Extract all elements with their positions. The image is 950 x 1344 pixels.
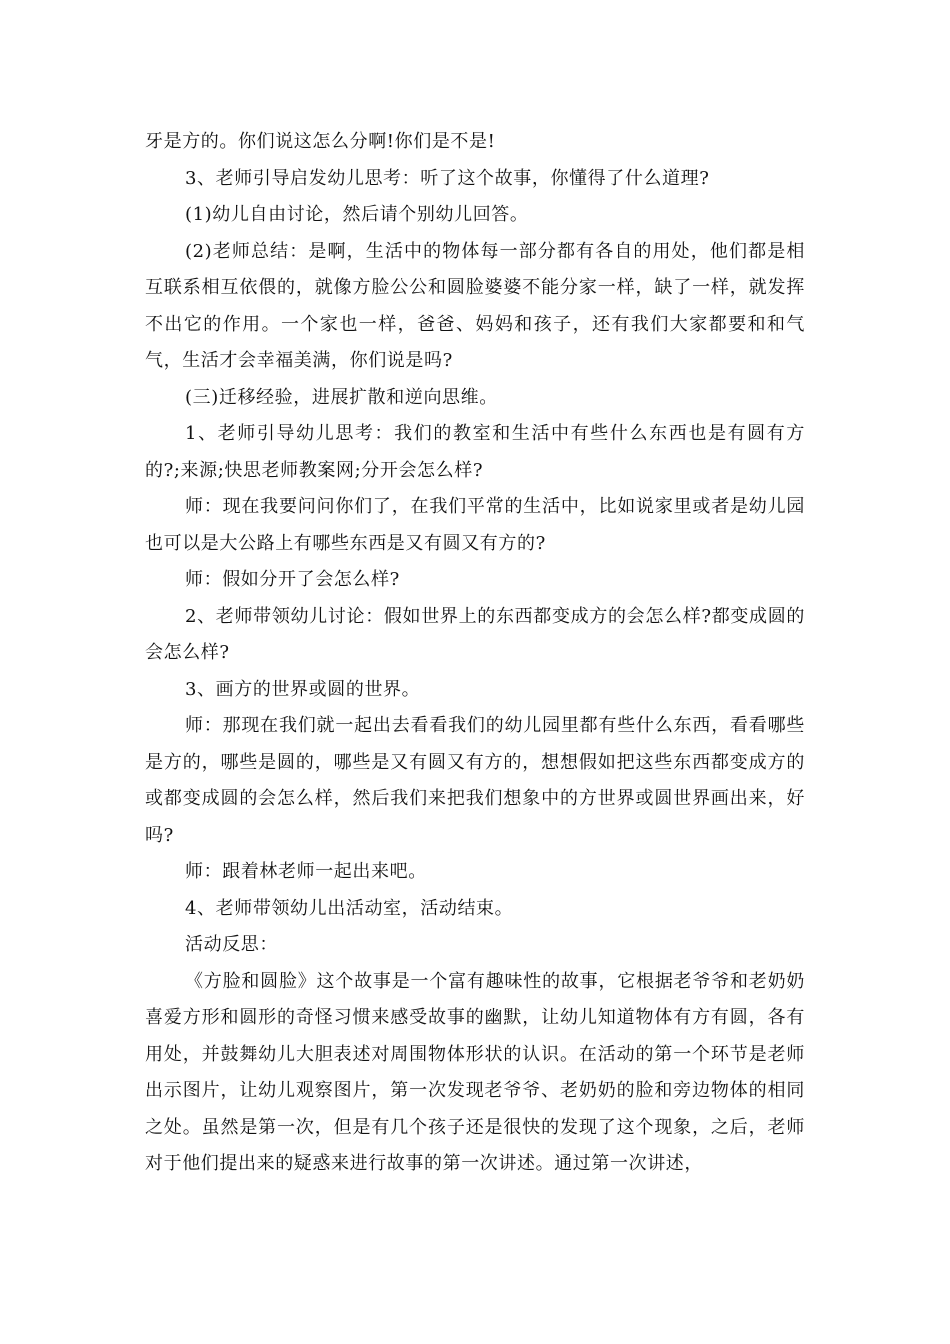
paragraph: 2、老师带领幼儿讨论：假如世界上的东西都变成方的会怎么样?都变成圆的会怎么样? xyxy=(145,605,805,663)
paragraph: 牙是方的。你们说这怎么分啊!你们是不是! xyxy=(145,131,496,152)
paragraph: (2)老师总结：是啊，生活中的物体每一部分都有各自的用处，他们都是相互联系相互依偎的，就像方脸公公和圆脸婆婆不能分家一样，缺了一样，就发挥不出它的作用。一个家也一样，爸爸、妈妈和孩子，还有我们大家都要和和气气，生活才会幸福美满，你们说是吗? xyxy=(145,240,805,371)
paragraph: 师：那现在我们就一起出去看看我们的幼儿园里都有些什么东西，看看哪些是方的，哪些是圆的，哪些是又有圆又有方的，想想假如把这些东西都变成方的或都变成圆的会怎么样，然后我们来把我们想象中的方世界或圆世界画出来，好吗? xyxy=(145,715,805,846)
paragraph: 师：现在我要问问你们了，在我们平常的生活中，比如说家里或者是幼儿园也可以是大公路上有哪些东西是又有圆又有方的? xyxy=(145,496,805,554)
paragraph: 3、画方的世界或圆的世界。 xyxy=(185,678,421,700)
paragraph: 1、老师引导幼儿思考：我们的教室和生活中有些什么东西也是有圆有方的?;来源;快思老师教案网;分开会怎么样? xyxy=(145,423,805,481)
paragraph: 4、老师带领幼儿出活动室，活动结束。 xyxy=(185,897,514,919)
paragraph: (1)幼儿自由讨论，然后请个别幼儿回答。 xyxy=(185,204,529,225)
document-body xyxy=(145,124,805,1183)
paragraph: 3、老师引导启发幼儿思考：听了这个故事，你懂得了什么道理? xyxy=(185,167,710,189)
section-heading: (三)迁移经验，进展扩散和逆向思维。 xyxy=(185,386,498,408)
section-heading: 活动反思： xyxy=(185,934,278,955)
paragraph: 《方脸和圆脸》这个故事是一个富有趣味性的故事，它根据老爷爷和老奶奶喜爱方形和圆形的奇怪习惯来感受故事的幽默，让幼儿知道物体有方有圆，各有用处，并鼓舞幼儿大胆表述对周围物体形状的认识。在活动的第一个环节是老师出示图片，让幼儿观察图片，第一次发现老爷爷、老奶奶的脸和旁边物体的相同之处。虽然是第一次，但是有几个孩子还是很快的发现了这个现象，之后，老师对于他们提出来的疑惑来进行故事的第一次讲述。通过第一次讲述， xyxy=(145,970,805,1174)
paragraph: 师：跟着林老师一起出来吧。 xyxy=(185,861,427,882)
paragraph: 师：假如分开了会怎么样? xyxy=(185,569,400,590)
